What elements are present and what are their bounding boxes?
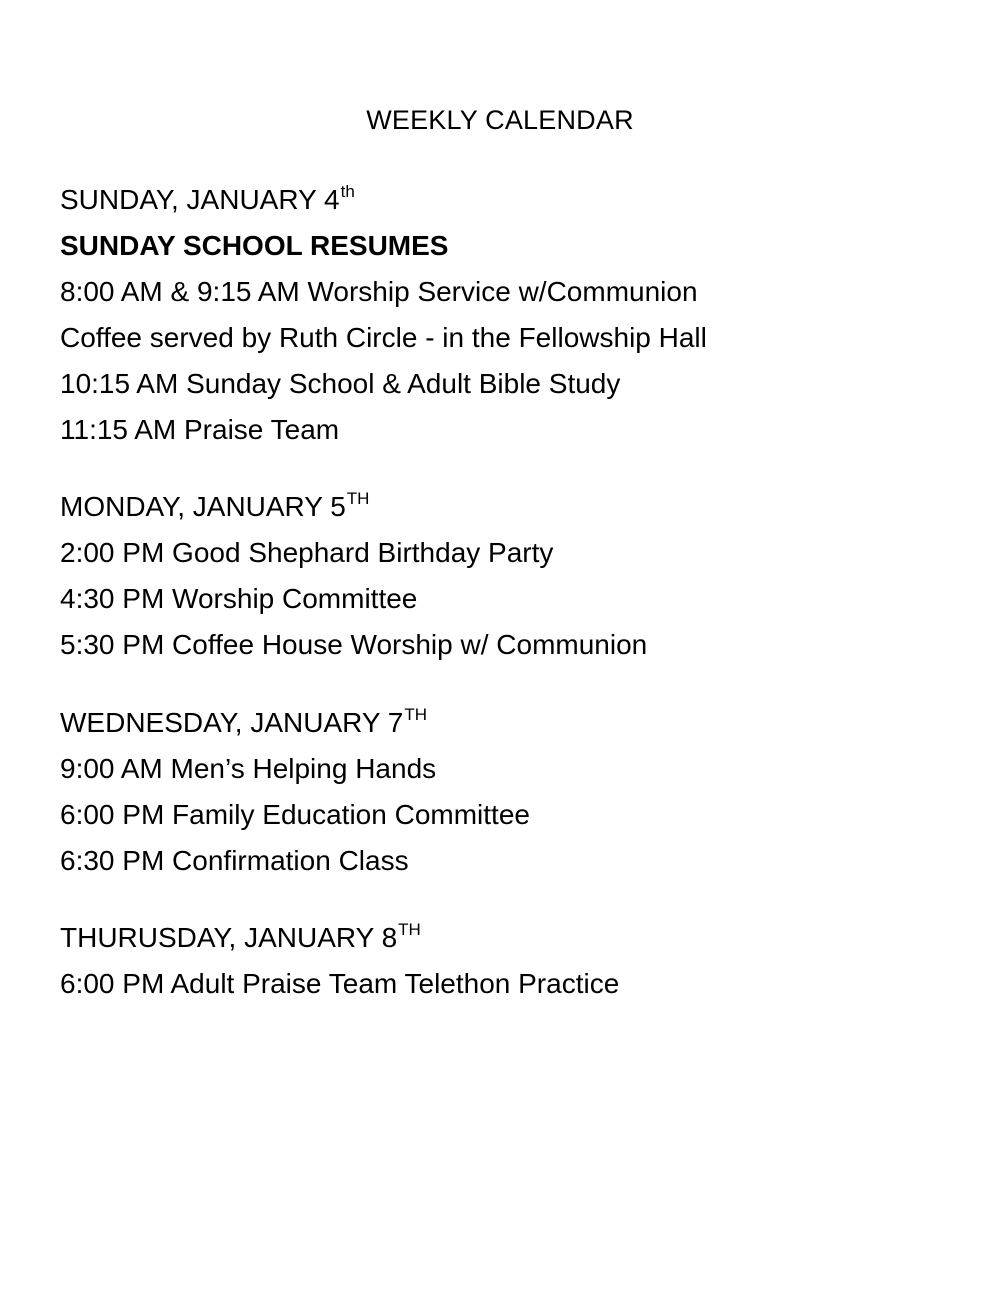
day-heading: [60, 484, 960, 530]
day-heading: [60, 177, 960, 223]
day-section-thursday: [60, 915, 960, 1007]
event-line: Coffee served by Ruth Circle - in the Fellowship Hall: [60, 322, 707, 353]
event-line: 6:00 PM Adult Praise Team Telethon Practice: [60, 968, 620, 999]
day-section-monday: [60, 484, 960, 668]
day-heading-text: WEDNESDAY, JANUARY 7: [60, 707, 404, 738]
event-line: 2:00 PM Good Shephard Birthday Party: [60, 537, 554, 568]
ordinal-suffix: TH: [346, 489, 370, 508]
event-line: 11:15 AM Praise Team: [60, 414, 340, 445]
event-line: 8:00 AM & 9:15 AM Worship Service w/Communion: [60, 276, 698, 307]
ordinal-suffix: TH: [404, 705, 428, 724]
event-line: 4:30 PM Worship Committee: [60, 583, 418, 614]
day-section-wednesday: [60, 700, 960, 884]
event-line: 6:00 PM Family Education Committee: [60, 799, 530, 830]
day-heading: [60, 700, 960, 746]
day-heading-text: THURUSDAY, JANUARY 8: [60, 922, 398, 953]
event-line: 9:00 AM Men’s Helping Hands: [60, 753, 437, 784]
event-line: 5:30 PM Coffee House Worship w/ Communion: [60, 629, 648, 660]
day-section-sunday: [60, 177, 960, 453]
day-heading-text: MONDAY, JANUARY 5: [60, 491, 346, 522]
page-title: WEEKLY CALENDAR: [366, 105, 634, 135]
event-line: 10:15 AM Sunday School & Adult Bible Study: [60, 368, 621, 399]
sunday-school-notice: SUNDAY SCHOOL RESUMES: [60, 230, 449, 261]
day-heading: [60, 915, 960, 961]
event-line: 6:30 PM Confirmation Class: [60, 845, 409, 876]
ordinal-suffix: TH: [398, 920, 421, 939]
ordinal-suffix: th: [340, 182, 355, 201]
day-heading-text: SUNDAY, JANUARY 4: [60, 184, 340, 215]
